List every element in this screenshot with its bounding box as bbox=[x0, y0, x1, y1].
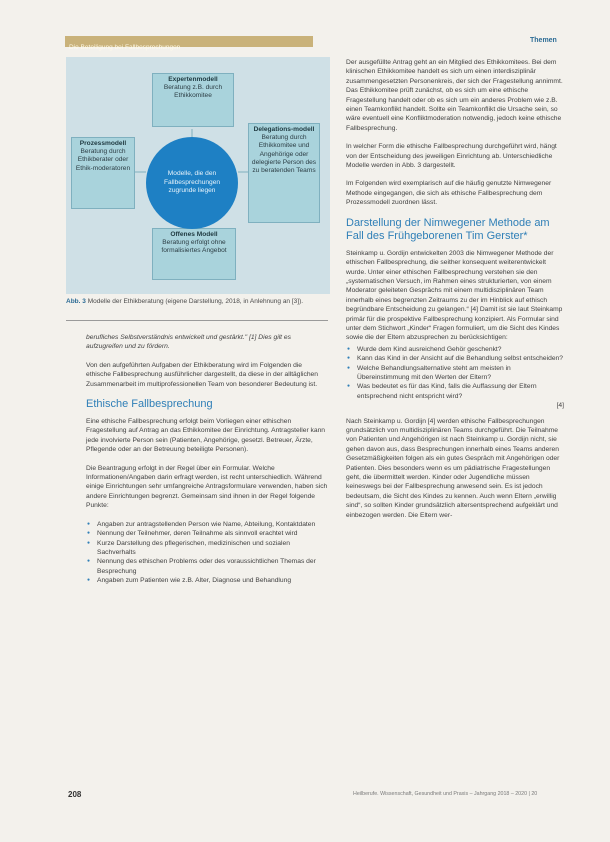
model-expert-title: Expertenmodell bbox=[168, 76, 218, 83]
left-paragraph-2: Von den aufgeführten Aufgaben der Ethikberatung wird im Folgenden die ethische Fallbesprechung ausführlicher dargestellt, da diese in der alltäglichen Zusammenarbeit im multiprofessionellen Team von besonderer Bedeutung ist. bbox=[86, 361, 318, 388]
heading-ethical-case-discussion: Ethische Fallbesprechung bbox=[86, 398, 213, 411]
page-footer: Heilberufe. Wissenschaft, Gesundheit und Praxis – Jahrgang 2018 – 2020 | 20 bbox=[353, 791, 538, 797]
list-item: ● Nennung der Teilnehmer, deren Teilnahme als sinnvoll erachtet wird bbox=[86, 529, 328, 538]
list-item: ● Was bedeutet es für das Kind, falls die Auffassung der Eltern entsprechend nicht entspricht wird? bbox=[346, 382, 564, 401]
header-band-text: Die Beteiligung bei Fallbesprechungen bbox=[69, 44, 181, 51]
model-delegation-text: Beratung durch Ethikkomitee und Angehörige oder delegierte Person des zu beratenden Teams bbox=[251, 134, 317, 175]
right-paragraph-5: Nach Steinkamp u. Gordijn [4] werden ethische Fallbesprechungen grundsätzlich von multidisziplinären Teams durchgeführt. Die Teilnahme von Patienten und Angehörigen ist nach Steinkamp u. Gordijn nicht, sie gehen davon aus, dass Besprechungen innerhalb eines Teams anderen Gesetzmäßigkeiten folgen als ein gutes Gespräch mit Angehörigen oder Patienten. Dies besonders wenn es um pädiatrische Fragestellungen geht, die übermittelt werden. Kinder oder Jugendliche müssen keineswegs bei der Fallbesprechung anwesend sein. Es ist jedoch bedeutsam, die Sicht des Kindes zu kennen. Auch wenn Eltern „erwillig sind“, so sollten Kinder grundsätzlich altersentsprechend aufgeklärt und einbezogen werden. Die Eltern wer- bbox=[346, 417, 560, 519]
left-paragraph-4: Die Beantragung erfolgt in der Regel über ein Formular. Welche Informationen/Angaben darin erfragt werden, ist recht unterschiedlich. Während einige Einrichtungen sehr umfangreiche Antragsformulare verwenden, haben sich andere Einrichtungen begrenzt. Gemeinsam sind ihnen in der Regel folgende Punkte: bbox=[86, 464, 328, 510]
left-paragraph-1: berufliches Selbstverständnis entwickelt und gestärkt." [1] Dies gilt es aufzugreifen und zu fördern. bbox=[86, 334, 291, 351]
model-expert-text: Beratung z.B. durch Ethikkomitee bbox=[163, 84, 223, 100]
model-process-box bbox=[71, 137, 135, 209]
model-open-text: Beratung erfolgt ohne formalisiertes Angebot bbox=[161, 239, 227, 255]
left-paragraph-3: Eine ethische Fallbesprechung erfolgt beim Vorliegen einer ethischen Fragestellung auf Antrag an das Ethikkomitee der Einrichtung. Antragsteller kann jede involvierte Person sein (Patienten, Angehörige, gesetzl. Betreuer, Ärzte, Pflegende oder an der Betreuung beteiligte Personen). bbox=[86, 418, 326, 454]
right-paragraph-2: In welcher Form die ethische Fallbesprechung durchgeführt wird, hängt von der Entscheidung des jeweiligen Einrichtung ab. Unterschiedliche Modelle werden in Abb. 3 dargestellt. bbox=[346, 143, 557, 170]
child-questions-list bbox=[346, 345, 564, 401]
figure-caption bbox=[66, 298, 328, 306]
model-expert-box bbox=[152, 73, 234, 127]
right-paragraph-1: Der ausgefüllte Antrag geht an ein Mitglied des Ethikkomitees. Bei dem klinischen Ethikkomitee handelt es sich um einen interdisziplinär zusammengesetzten Personenkreis, der sich der Fragestellung annimmt. Das Ethikkomitee prüft zunächst, ob es sich um eine ethische Fragestellung handelt oder ob es sich um ein anderes Problem wie z.B. einen Teamkonflikt handelt. Sollte ein Teamkonflikt die Ursache sein, so wäre eventuell eine Konfliktmoderation notwendig, jedoch keine ethische Fallbesprechung. bbox=[346, 59, 563, 132]
list-reference: [4] bbox=[556, 402, 564, 410]
model-delegation-box bbox=[248, 123, 320, 223]
left-column bbox=[86, 333, 328, 586]
list-item: ● Angaben zum Patienten wie z.B. Alter, Diagnose und Behandlung bbox=[86, 576, 328, 585]
model-open-box bbox=[152, 228, 236, 280]
section-tag: Themen bbox=[530, 37, 557, 44]
list-item: ● Welche Behandlungsalternative steht am meisten in Übereinstimmung mit den Werten der Eltern? bbox=[346, 364, 564, 383]
caption-marker: Abb. 3 bbox=[66, 298, 86, 305]
form-items-list bbox=[86, 520, 328, 586]
page-number: 208 bbox=[68, 790, 82, 799]
list-item: ● Kann das Kind in der Ansicht auf die Behandlung selbst entscheiden? bbox=[346, 354, 564, 363]
list-item: ● Nennung des ethischen Problems oder des voraussichtlichen Themas der Besprechung bbox=[86, 557, 328, 576]
list-item: ● Angaben zur antragstellenden Person wie Name, Abteilung, Kontaktdaten bbox=[86, 520, 328, 529]
figure-center-circle: Modelle, die den Fallbesprechungen zugrunde liegen bbox=[146, 137, 238, 229]
model-delegation-title: Delegations-modell bbox=[253, 126, 315, 133]
list-item: ● Wurde dem Kind ausreichend Gehör geschenkt? bbox=[346, 345, 564, 354]
model-process-text: Beratung durch Ethikberater oder Ethik-moderatoren bbox=[75, 148, 131, 172]
model-open-title: Offenes Modell bbox=[170, 231, 218, 238]
list-item: ● Kurze Darstellung des pflegerischen, medizinischen und sozialen Sachverhalts bbox=[86, 539, 328, 558]
right-paragraph-3: Im Folgenden wird exemplarisch auf die häufig genutzte Nimwegener Methode eingegangen, die sich als ethische Fallbesprechung dem Prozessmodell zuordnen lässt. bbox=[346, 180, 552, 207]
model-process-title: Prozessmodell bbox=[79, 140, 127, 147]
right-column bbox=[346, 58, 564, 529]
heading-nimwegen-method: Darstellung der Nimwegener Methode am Fall des Frühgeborenen Tim Gerster* bbox=[346, 216, 550, 242]
header-band bbox=[65, 36, 313, 51]
right-paragraph-4: Steinkamp u. Gordijn entwickelten 2003 die Nimwegener Methode der ethischen Fallbesprechung, die seither konsequent weiterentwickelt wurde. Unter einer ethischen Fallbesprechung verstehen sie den „systematischen Versuch, im Rahmen eines strukturierten, von einem Moderator geleiteten Gesprächs mit einem multidisziplinären Team innerhalb eines begrenzten Zeitraums zu der im Hinblick auf ethisch begründbare Entscheidung zu gelangen.“ [4] Damit ist sie laut Steinkamp primär für die prospektive Fallbesprechung konzipiert. Als Formular sind unter dem Stichwort „Kinder“ Fragen formuliert, um die Sicht des Kindes sowie die der Eltern abzusprechen zu berücksichtigen: bbox=[346, 249, 563, 342]
caption-rule bbox=[66, 320, 328, 321]
caption-text: Modelle der Ethikberatung (eigene Darstellung, 2018, in Anlehnung an [3]). bbox=[87, 298, 304, 305]
